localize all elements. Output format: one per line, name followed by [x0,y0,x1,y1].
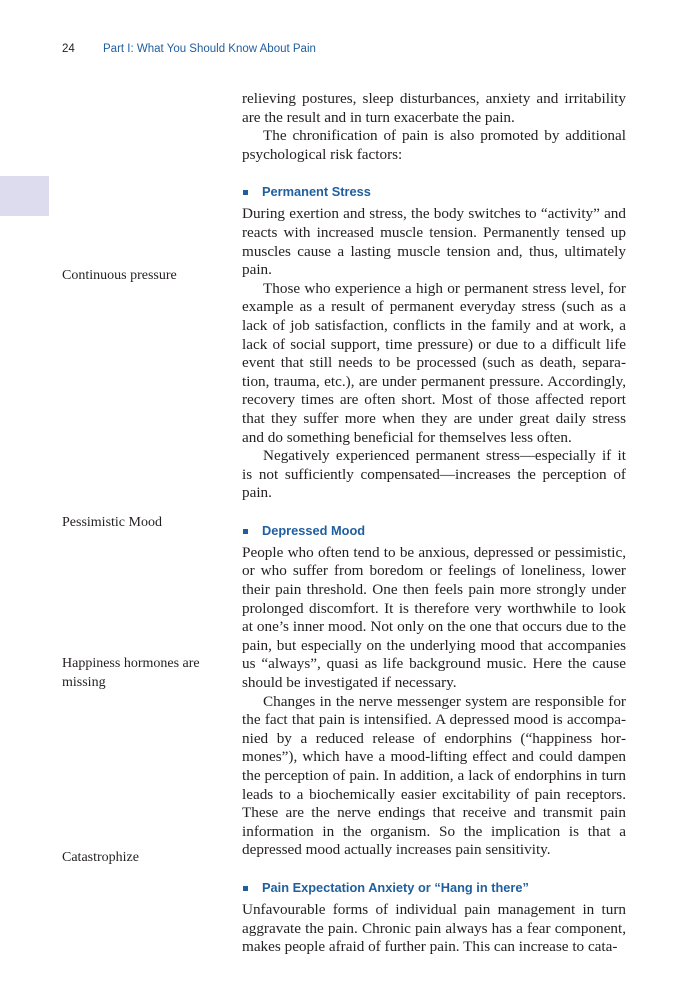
section-heading-label: Depressed Mood [262,522,366,538]
paragraph: relieving postures, sleep disturbances, anxiety and irritability are the result and in turn exacerbate the pain. [242,90,626,126]
main-text-column [242,90,626,957]
paragraph: During exertion and stress, the body switches to “activity” and reacts with increased muscle tension. Permanently tensed up muscles cause a lasting muscle tension and, thus, ultimately pain. [242,205,626,279]
section-heading-label: Permanent Stress [262,184,371,200]
paragraph: Those who experience a high or permanent stress level, for example as a result of permanent everyday stress (such as a lack of job satisfaction, conflicts in the family and at work, a lack of social support, time pressure) or due to a difficult life event that still needs to be processed (such as death, separation, trauma, etc.), are under permanent pressure. Accordingly, recovery times are often short. Most of those affected report that they suffer more when they are under great daily stress and do something beneficial for themselves less often. [242,279,626,446]
bullet-square-icon [243,529,248,534]
paragraph: Changes in the nerve messenger system are responsible for the fact that pain is intensified. A depressed mood is accompanied by a reduced release of endorphins (“happiness hormones”), which have a mood-lifting effect and could dampen the perception of pain. In addition, a lack of endorphins in turn leads to a biochemically easier excitability of pain receptors. These are the nerve endings that receive and transmit pain information in the organism. So the implication is that a depressed mood actually increases pain sensitivity. [242,692,626,859]
paragraph: People who often tend to be anxious, depressed or pessimistic, or who suffer from boredom or feelings of loneliness, lower their pain threshold. One then feels pain more strongly under prolonged discomfort. It is therefore very worthwhile to look at one’s inner mood. Not only on the one that occurs due to the pain, but especially on the underlying mood that accompanies us “always”, quasi as life background music. Here the cause should be investigated if necessary. [242,543,626,692]
page-number: 24 [62,43,75,55]
margin-note-pessimistic-mood: Pessimistic Mood [62,515,162,530]
paragraph: Unfavourable forms of individual pain management in turn aggravate the pain. Chronic pain always has a fear component, makes people afraid of further pain. This can increase to cata- [242,900,626,956]
margin-note-continuous-pressure: Continuous pressure [62,268,177,283]
section-heading-permanent-stress [242,183,626,201]
bullet-square-icon [243,190,248,195]
paragraph: The chronification of pain is also promoted by additional psychological risk factors: [242,127,626,163]
section-heading-depressed-mood [242,522,626,540]
chapter-thumb-tab [0,176,49,216]
running-header [62,42,316,56]
bullet-square-icon [243,886,248,891]
paragraph: Negatively experienced permanent stress—especially if it is not sufficiently compensated—increases the perception of pain. [242,447,626,502]
margin-note-happiness-hormones: Happiness hormones are missing [62,656,200,690]
margin-note-catastrophize: Catastrophize [62,850,139,865]
section-heading-label: Pain Expectation Anxiety or “Hang in there” [262,879,529,895]
part-title: Part I: What You Should Know About Pain [103,43,316,55]
section-heading-pain-expectation [242,879,626,897]
